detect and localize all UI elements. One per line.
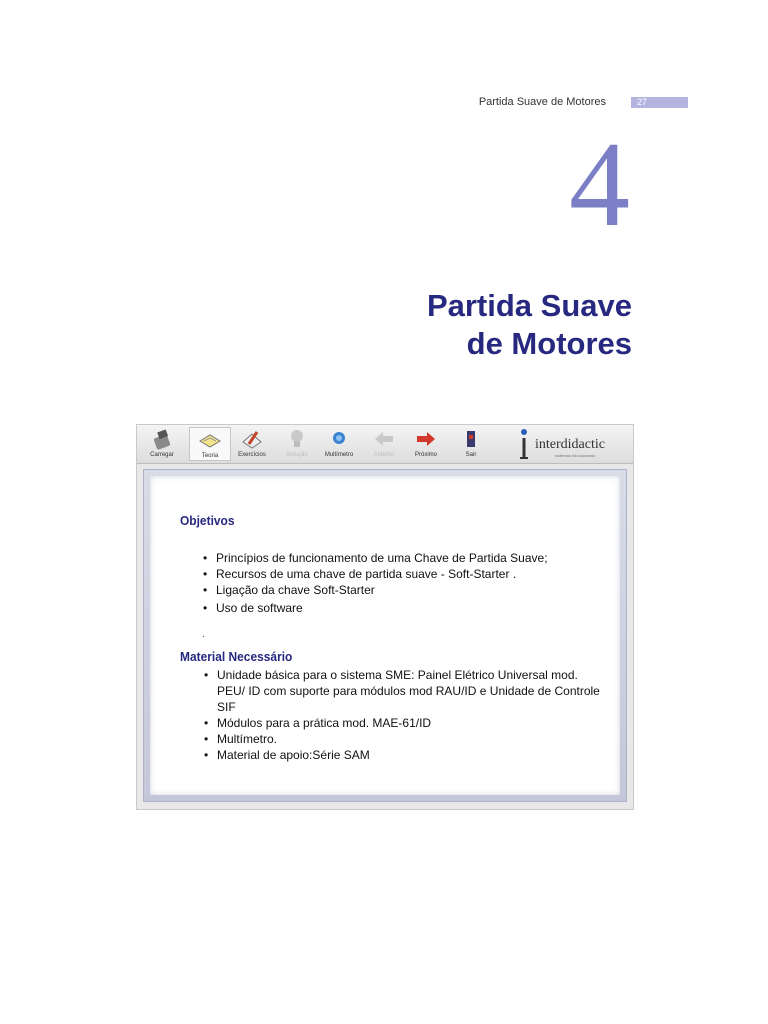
software-screenshot — [136, 424, 634, 810]
toolbar-label: Carregar — [150, 452, 174, 458]
list-item: • Recursos de uma chave de partida suave - Soft-Starter . — [203, 566, 603, 582]
toolbar-button-proximo[interactable] — [405, 427, 447, 461]
logo-text: interdidactic — [535, 437, 605, 452]
list-item: • Princípios de funcionamento de uma Chave de Partida Suave; — [203, 550, 603, 566]
toolbar-label: Teoria — [201, 453, 219, 459]
content-frame — [143, 469, 627, 802]
chapter-title — [300, 287, 632, 363]
toolbar-button-teoria[interactable] — [189, 427, 231, 461]
chapter-title-line1: Partida Suave — [426, 288, 632, 323]
lightbulb-icon — [285, 428, 309, 450]
list-item: • Unidade básica para o sistema SME: Painel Elétrico Universal mod. PEU/ ID com suporte para módulos mod RAU/ID e Unidade de Controle SIF — [204, 667, 609, 715]
arrow-right-icon — [414, 428, 438, 450]
toolbar-button-exercicios[interactable] — [231, 427, 273, 461]
arrow-left-icon — [372, 428, 396, 450]
logo-tagline: sistemas educacionais — [555, 453, 596, 458]
exit-icon — [459, 428, 483, 450]
content-panel — [150, 476, 620, 795]
list-item: • Material de apoio:Série SAM — [204, 747, 609, 763]
objetivos-list — [203, 550, 603, 616]
load-icon — [150, 428, 174, 450]
material-list — [204, 667, 609, 763]
logo-i-icon — [519, 428, 529, 460]
list-item: • Uso de software — [203, 600, 603, 616]
toolbar-label: Anterior — [373, 452, 395, 458]
toolbar — [137, 425, 633, 464]
toolbar-button-sair[interactable] — [450, 427, 492, 461]
list-item: • Módulos para a prática mod. MAE-61/ID — [204, 715, 609, 731]
toolbar-label: Exercícios — [238, 452, 266, 458]
toolbar-label: Multímetro — [324, 452, 354, 458]
toolbar-button-multimetro[interactable] — [318, 427, 360, 461]
toolbar-label: Sair — [465, 452, 477, 458]
toolbar-label: Solução — [286, 452, 308, 458]
book-icon — [198, 429, 222, 451]
multimeter-icon — [327, 428, 351, 450]
interdidactic-logo — [515, 428, 627, 460]
list-item: • Multímetro. — [204, 731, 609, 747]
running-header: Partida Suave de Motores — [478, 96, 606, 108]
page-number: 27 — [631, 97, 688, 108]
chapter-number: 4 — [569, 117, 630, 252]
toolbar-button-anterior[interactable] — [363, 427, 405, 461]
list-item: • Ligação da chave Soft-Starter — [203, 582, 603, 598]
toolbar-label: Próximo — [414, 452, 437, 458]
pencil-icon — [240, 428, 264, 450]
toolbar-button-solucao[interactable] — [276, 427, 318, 461]
toolbar-button-carregar[interactable] — [141, 427, 183, 461]
chapter-title-line2: de Motores — [466, 326, 632, 361]
objetivos-heading: Objetivos — [180, 513, 235, 528]
separator-dot: . — [202, 629, 205, 640]
material-heading: Material Necessário — [180, 649, 293, 664]
